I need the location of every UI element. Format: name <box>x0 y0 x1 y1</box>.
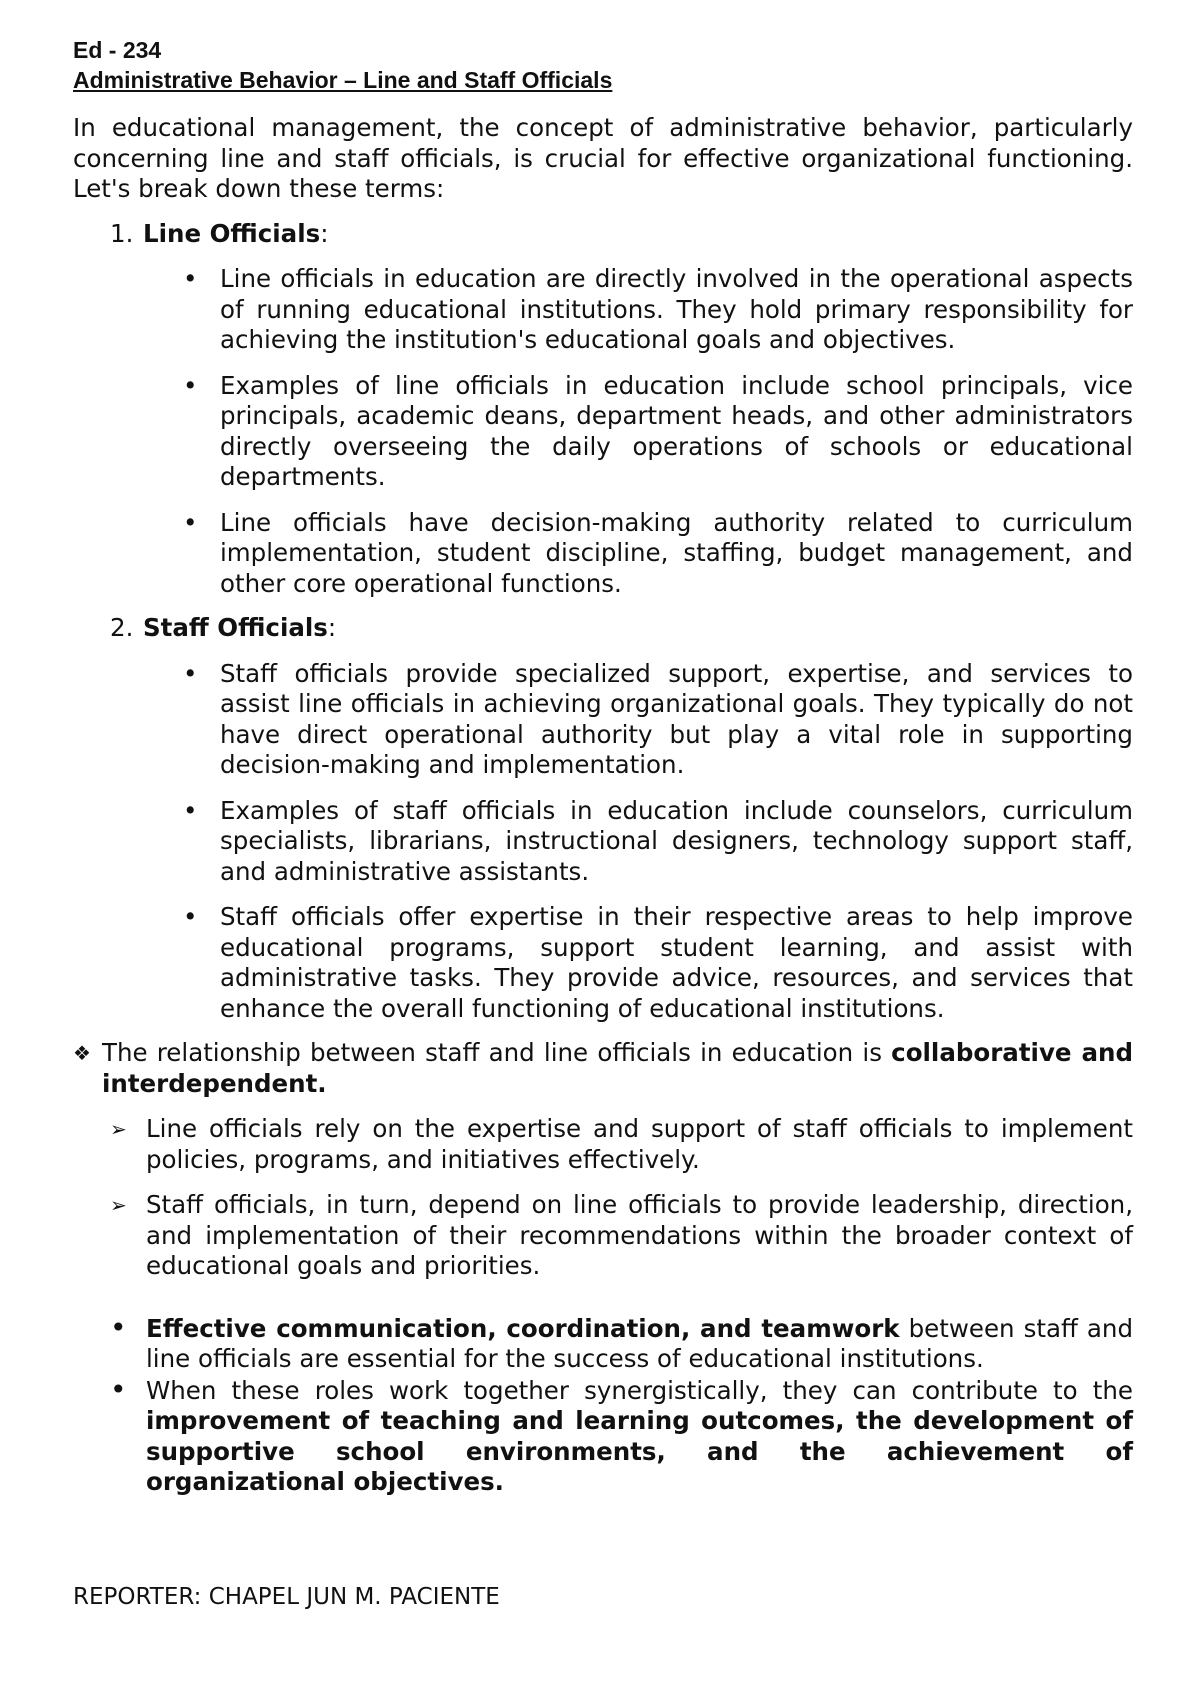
diamond-bullet-icon: ❖ <box>73 1041 91 1065</box>
section-number: 1. <box>110 218 134 248</box>
list-item: • Examples of line officials in education include school principals, vice principals, academic deans, department heads, and other administrators directly overseeing the daily operations of schools or educational departments. <box>183 370 1133 491</box>
relationship-statement: ❖ The relationship between staff and line officials in education is collaborative and interdependent. <box>73 1038 1133 1098</box>
document-title: Administrative Behavior – Line and Staff Officials <box>73 67 613 93</box>
bullet-icon: • <box>183 370 198 400</box>
bullet-icon: • <box>183 507 198 537</box>
list-item: • When these roles work together synergistically, they can contribute to the improvement of teaching and learning outcomes, the development of supportive school environments, and the achievement of organizational objectives. <box>110 1372 1133 1496</box>
list-item: • Effective communication, coordination, and teamwork between staff and line officials are essential for the success of educational institutions. <box>110 1310 1134 1373</box>
arrow-bullet-icon: ➢ <box>110 1193 127 1217</box>
section-line-officials: 1. Line Officials: <box>110 218 329 248</box>
relationship-points <box>73 1114 1133 1282</box>
bullet-icon: • <box>183 902 198 931</box>
arrow-bullet-icon: ➢ <box>110 1117 127 1141</box>
section-heading: Staff Officials <box>143 613 328 642</box>
section-staff-officials: 2. Staff Officials: <box>110 613 337 642</box>
section-number: 2. <box>110 613 134 642</box>
list-item: • Staff officials offer expertise in their respective areas to help improve educational programs, support student learning, and assist with administrative tasks. They provide advice, resources, and services that enhance the overall functioning of educational institutions. <box>183 902 1133 1023</box>
conclusion-points <box>73 1310 1134 1498</box>
list-item: • Staff officials provide specialized support, expertise, and services to assist line officials in achieving organizational goals. They typically do not have direct operational authority but play a vital role in supporting decision-making and implementation. <box>183 658 1133 779</box>
list-item: ➢ Line officials rely on the expertise and support of staff officials to implement policies, programs, and initiatives effectively. <box>110 1114 1133 1174</box>
bullet-icon: • <box>183 264 198 293</box>
line-officials-list <box>73 264 1133 599</box>
intro-paragraph: In educational management, the concept of administrative behavior, particularly concerning line and staff officials, is crucial for effective organizational functioning. Let's break down these terms: <box>73 113 1133 203</box>
bullet-icon: • <box>110 1310 127 1344</box>
reporter-footer: REPORTER: CHAPEL JUN M. PACIENTE <box>73 1584 500 1610</box>
list-item: • Line officials have decision-making authority related to curriculum implementation, student discipline, staffing, budget management, and other core operational functions. <box>183 507 1133 598</box>
course-code: Ed - 234 <box>73 37 162 63</box>
bullet-icon: • <box>183 795 198 825</box>
staff-officials-list <box>73 659 1133 1025</box>
section-heading: Line Officials <box>143 218 321 248</box>
list-item: ➢ Staff officials, in turn, depend on line officials to provide leadership, direction, and implementation of their recommendations within the broader context of educational goals and priorities. <box>110 1190 1133 1280</box>
bullet-icon: • <box>183 658 198 688</box>
bullet-icon: • <box>110 1372 127 1406</box>
list-item: • Examples of staff officials in education include counselors, curriculum specialists, librarians, instructional designers, technology support staff, and administrative assistants. <box>183 795 1133 886</box>
document-page <box>73 35 1133 1498</box>
list-item: • Line officials in education are directly involved in the operational aspects of running educational institutions. They hold primary responsibility for achieving the institution's educational goals and objectives. <box>183 264 1133 354</box>
